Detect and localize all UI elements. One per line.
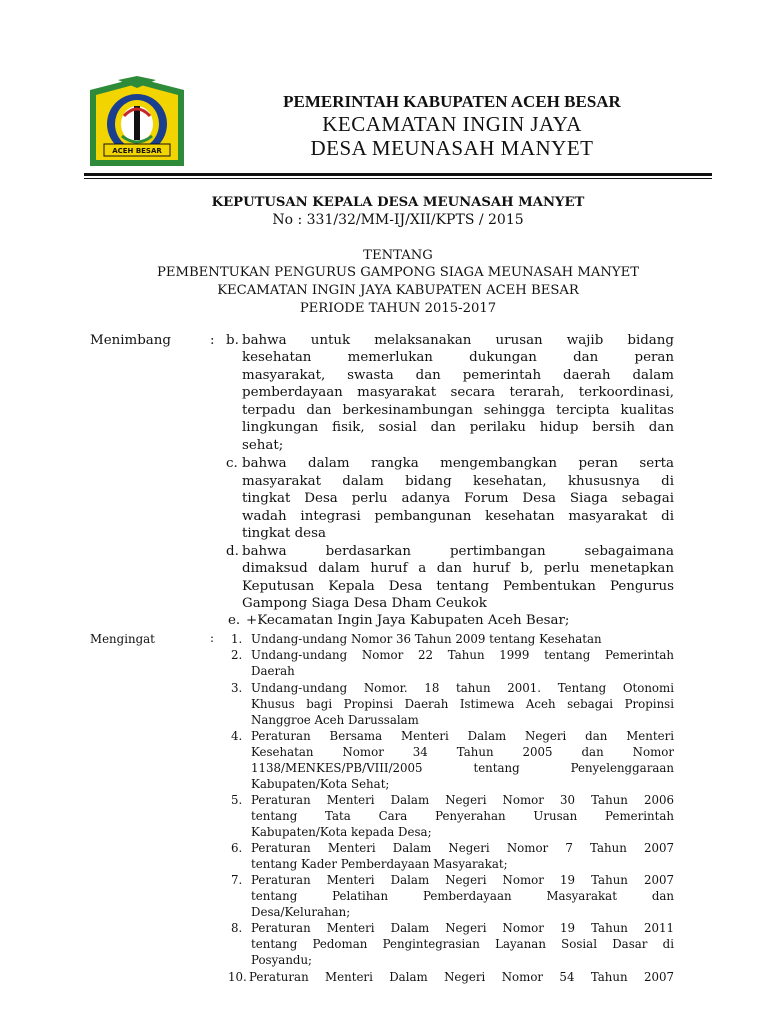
menimbang-item-line: bahwa berdasarkan pertimbangan sebagaimana xyxy=(242,544,674,559)
mengingat-item-marker: 8. xyxy=(231,921,243,935)
mengingat-item-line: tentang Pelatihan Pemberdayaan Masyarakat dan xyxy=(251,889,674,903)
mengingat-item-line: tentang Pedoman Pengintegrasian Layanan Sosial Dasar di xyxy=(251,937,674,951)
menimbang-colon: : xyxy=(210,333,215,348)
decree-subject-line-3: PERIODE TAHUN 2015-2017 xyxy=(299,301,497,316)
mengingat-item-marker: 4. xyxy=(231,729,243,743)
menimbang-item-line: masyarakat dalam bidang kesehatan, khususnya di xyxy=(242,474,674,489)
mengingat-item-line: Posyandu; xyxy=(251,953,313,967)
menimbang-item-line: tingkat Desa perlu adanya Forum Desa Siaga sebagai xyxy=(242,491,674,506)
decree-title: KEPUTUSAN KEPALA DESA MEUNASAH MANYET xyxy=(211,195,585,210)
mengingat-item-line: Undang-undang Nomor. 18 tahun 2001. Tentang Otonomi xyxy=(251,681,674,695)
mengingat-item-line: Peraturan Menteri Dalam Negeri Nomor 7 Tahun 2007 xyxy=(251,841,674,855)
menimbang-item-marker: b. xyxy=(226,333,239,348)
mengingat-item-line: tentang Tata Cara Penyerahan Urusan Pemerintah xyxy=(251,809,674,823)
mengingat-item-marker: 2. xyxy=(231,648,243,662)
mengingat-item-marker: 1. xyxy=(231,632,243,646)
mengingat-item-line: Peraturan Menteri Dalam Negeri Nomor 19 Tahun 2011 xyxy=(251,921,674,935)
menimbang-label: Menimbang xyxy=(90,333,171,348)
menimbang-item-line: tingkat desa xyxy=(242,526,326,541)
menimbang-item-line: Gampong Siaga Desa Dham Ceukok xyxy=(242,596,487,611)
mengingat-item-line: Desa/Kelurahan; xyxy=(251,905,351,919)
decree-about: TENTANG xyxy=(363,248,433,263)
menimbang-item-line: +Kecamatan Ingin Jaya Kabupaten Aceh Besar; xyxy=(246,613,570,628)
mengingat-item-line: Kabupaten/Kota kepada Desa; xyxy=(251,825,432,839)
menimbang-item-line: lingkungan fisik, sosial dan perilaku hidup bersih dan xyxy=(242,420,674,435)
svg-text:ACEH BESAR: ACEH BESAR xyxy=(112,147,162,155)
menimbang-item-line: bahwa untuk melaksanakan urusan wajib bidang xyxy=(242,333,674,348)
mengingat-label: Mengingat xyxy=(90,632,155,646)
menimbang-item-line: bahwa dalam rangka mengembangkan peran serta xyxy=(242,456,674,471)
mengingat-item-marker: 5. xyxy=(231,793,243,807)
menimbang-item-marker: d. xyxy=(226,544,239,559)
header-rule-thin xyxy=(84,178,712,179)
mengingat-item-marker: 6. xyxy=(231,841,243,855)
mengingat-item-marker: 7. xyxy=(231,873,243,887)
menimbang-item-line: dimaksud dalam huruf a dan huruf b, perlu menetapkan xyxy=(242,561,674,576)
mengingat-item-line: Undang-undang Nomor 22 Tahun 1999 tentang Pemerintah xyxy=(251,648,674,662)
header-district: KECAMATAN INGIN JAYA xyxy=(322,112,582,136)
menimbang-item-line: terpadu dan berkesinambungan sehingga tercipta kualitas xyxy=(242,403,674,418)
decree-subject-line-1: PEMBENTUKAN PENGURUS GAMPONG SIAGA MEUNASAH MANYET xyxy=(156,265,640,280)
mengingat-item-marker: 10. xyxy=(228,970,247,984)
menimbang-item-line: Keputusan Kepala Desa tentang Pembentukan Pengurus xyxy=(242,579,674,594)
mengingat-item-line: 1138/MENKES/PB/VIII/2005 tentang Penyelenggaraan xyxy=(251,761,674,775)
menimbang-item-line: kesehatan memerlukan dukungan dan peran xyxy=(242,350,674,365)
menimbang-item-line: sehat; xyxy=(242,438,284,453)
header-government: PEMERINTAH KABUPATEN ACEH BESAR xyxy=(283,92,621,111)
mengingat-item-line: Peraturan Menteri Dalam Negeri Nomor 19 Tahun 2007 xyxy=(251,873,674,887)
menimbang-item-line: masyarakat, swasta dan pemerintah daerah dalam xyxy=(242,368,674,383)
header-rule-thick xyxy=(84,173,712,176)
menimbang-item-line: wadah integrasi pembangunan kesehatan masyarakat di xyxy=(242,509,674,524)
decree-subject-line-2: KECAMATAN INGIN JAYA KABUPATEN ACEH BESAR xyxy=(217,283,579,298)
menimbang-item-marker: c. xyxy=(226,456,238,471)
mengingat-item-line: Peraturan Menteri Dalam Negeri Nomor 54 Tahun 2007 xyxy=(249,970,674,984)
menimbang-item-line: pemberdayaan masyarakat secara terarah, terkoordinasi, xyxy=(242,385,674,400)
header-village: DESA MEUNASAH MANYET xyxy=(310,136,594,160)
decree-number: No : 331/32/MM-IJ/XII/KPTS / 2015 xyxy=(272,212,524,228)
mengingat-item-line: Undang-undang Nomor 36 Tahun 2009 tentang Kesehatan xyxy=(251,632,602,646)
menimbang-item-marker: e. xyxy=(228,613,241,628)
mengingat-item-marker: 3. xyxy=(231,681,243,695)
mengingat-item-line: tentang Kader Pemberdayaan Masyarakat; xyxy=(251,857,508,871)
mengingat-item-line: Khusus bagi Propinsi Daerah Istimewa Aceh sebagai Propinsi xyxy=(251,697,674,711)
mengingat-item-line: Kesehatan Nomor 34 Tahun 2005 dan Nomor xyxy=(251,745,674,759)
mengingat-item-line: Peraturan Bersama Menteri Dalam Negeri dan Menteri xyxy=(251,729,674,743)
regency-emblem-logo xyxy=(88,76,186,168)
mengingat-item-line: Peraturan Menteri Dalam Negeri Nomor 30 Tahun 2006 xyxy=(251,793,674,807)
mengingat-item-line: Kabupaten/Kota Sehat; xyxy=(251,777,390,791)
mengingat-colon: : xyxy=(210,631,215,645)
mengingat-item-line: Daerah xyxy=(251,664,295,678)
mengingat-item-line: Nanggroe Aceh Darussalam xyxy=(251,713,419,727)
